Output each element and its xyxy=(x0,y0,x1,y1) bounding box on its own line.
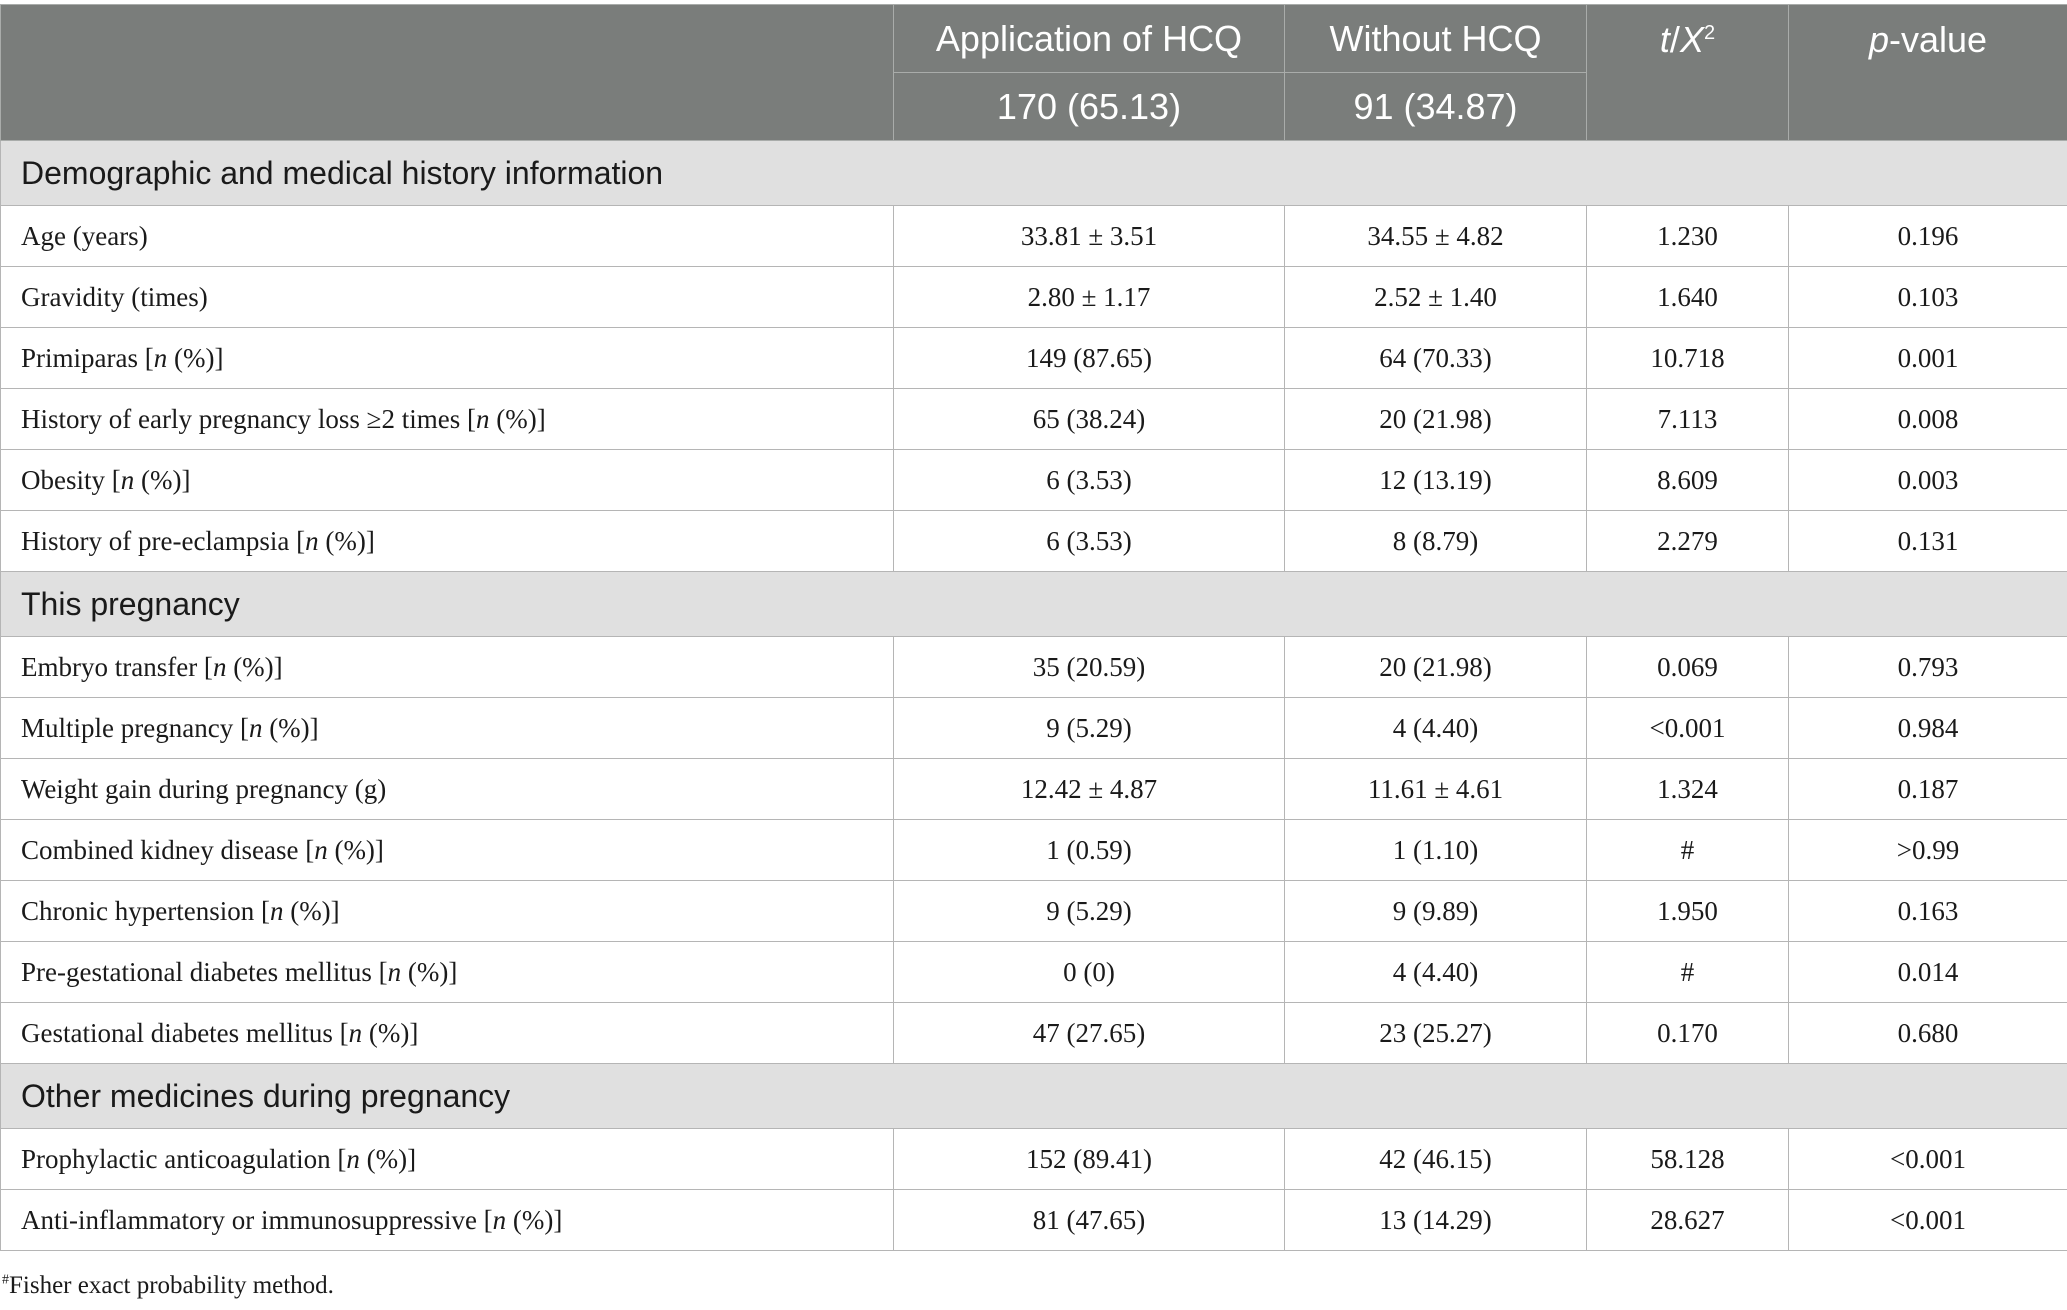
footnote xyxy=(2,1272,334,1300)
row-label-tail: (%)] xyxy=(318,525,375,556)
row-label-text: Weight gain during pregnancy (g) xyxy=(21,773,387,804)
header-row-1 xyxy=(1,5,2067,73)
row-label xyxy=(1,511,894,572)
row-label-text: Obesity [ xyxy=(21,464,121,495)
row-label-n: n xyxy=(120,464,135,495)
row-label-text: Age (years) xyxy=(21,220,148,251)
row-label xyxy=(1,206,894,267)
section-row xyxy=(1,1064,2067,1129)
row-label-text: History of pre-eclampsia [ xyxy=(21,525,306,556)
cell-statistic: 1.230 xyxy=(1587,206,1789,267)
table-row xyxy=(1,1129,2067,1190)
table-row xyxy=(1,759,2067,820)
row-label-tail: (%)] xyxy=(506,1204,563,1235)
row-label-tail: (%)] xyxy=(359,1143,417,1174)
row-label-n: n xyxy=(475,403,490,434)
cell-hcq: 47 (27.65) xyxy=(894,1003,1285,1064)
cell-hcq: 12.42 ± 4.87 xyxy=(894,759,1285,820)
row-label-n: n xyxy=(346,1143,360,1174)
cell-statistic: 8.609 xyxy=(1587,450,1789,511)
table-row xyxy=(1,206,2067,267)
row-label xyxy=(1,328,894,389)
cell-hcq: 6 (3.53) xyxy=(894,511,1285,572)
row-label-text: History of early pregnancy loss ≥2 times [ xyxy=(21,403,476,434)
row-label xyxy=(1,881,894,942)
cell-statistic: # xyxy=(1587,820,1789,881)
cell-statistic: 2.279 xyxy=(1587,511,1789,572)
row-label-text: Combined kidney disease [ xyxy=(21,834,315,865)
cell-hcq: 35 (20.59) xyxy=(894,637,1285,698)
footnote-text: Fisher exact probability method. xyxy=(9,1272,334,1299)
cell-without-hcq: 64 (70.33) xyxy=(1285,328,1587,389)
cell-hcq: 152 (89.41) xyxy=(894,1129,1285,1190)
cell-without-hcq: 13 (14.29) xyxy=(1285,1190,1587,1251)
cell-without-hcq: 4 (4.40) xyxy=(1285,942,1587,1003)
row-label-text: Pre-gestational diabetes mellitus [ xyxy=(21,956,388,987)
section-row xyxy=(1,141,2067,206)
row-label xyxy=(1,1003,894,1064)
row-label-text: Embryo transfer [ xyxy=(21,651,213,682)
row-label xyxy=(1,1129,894,1190)
header-statistic xyxy=(1587,5,1789,141)
header-p-rest: -value xyxy=(1888,19,1988,60)
header-group1-label: Application of HCQ xyxy=(894,5,1285,73)
row-label-tail: (%)] xyxy=(489,403,546,434)
cell-hcq: 33.81 ± 3.51 xyxy=(894,206,1285,267)
section-title: Demographic and medical history information xyxy=(1,141,2067,206)
table-row xyxy=(1,1190,2067,1251)
table-row xyxy=(1,267,2067,328)
cell-without-hcq: 42 (46.15) xyxy=(1285,1129,1587,1190)
row-label-tail: (%)] xyxy=(283,895,340,926)
table-row xyxy=(1,450,2067,511)
row-label-n: n xyxy=(492,1204,507,1235)
row-label-n: n xyxy=(212,651,227,682)
cell-hcq: 6 (3.53) xyxy=(894,450,1285,511)
table-row xyxy=(1,698,2067,759)
table-row xyxy=(1,942,2067,1003)
row-label-text: Prophylactic anticoagulation [ xyxy=(21,1143,347,1174)
cell-p-value: 0.008 xyxy=(1789,389,2067,450)
row-label-n: n xyxy=(305,525,319,556)
cell-statistic: 0.069 xyxy=(1587,637,1789,698)
row-label xyxy=(1,942,894,1003)
cell-hcq: 9 (5.29) xyxy=(894,698,1285,759)
cell-hcq: 0 (0) xyxy=(894,942,1285,1003)
cell-without-hcq: 11.61 ± 4.61 xyxy=(1285,759,1587,820)
cell-p-value: 0.014 xyxy=(1789,942,2067,1003)
row-label-n: n xyxy=(248,712,263,743)
cell-without-hcq: 20 (21.98) xyxy=(1285,389,1587,450)
cell-statistic: 28.627 xyxy=(1587,1190,1789,1251)
header-group1-count: 170 (65.13) xyxy=(894,73,1285,141)
row-label-tail: (%)] xyxy=(401,956,458,987)
cell-p-value: 0.187 xyxy=(1789,759,2067,820)
table-container xyxy=(0,4,2067,1251)
table-row xyxy=(1,389,2067,450)
row-label-text: Anti-inflammatory or immunosuppressive [ xyxy=(21,1204,493,1235)
table-body xyxy=(1,141,2067,1251)
cell-without-hcq: 23 (25.27) xyxy=(1285,1003,1587,1064)
cell-p-value: 0.131 xyxy=(1789,511,2067,572)
cell-p-value: 0.003 xyxy=(1789,450,2067,511)
row-label-tail: (%)] xyxy=(134,464,191,495)
section-row xyxy=(1,572,2067,637)
cell-without-hcq: 20 (21.98) xyxy=(1285,637,1587,698)
row-label-n: n xyxy=(348,1017,363,1048)
cell-p-value: >0.99 xyxy=(1789,820,2067,881)
cell-hcq: 1 (0.59) xyxy=(894,820,1285,881)
header-stat-t: t xyxy=(1659,19,1670,60)
cell-hcq: 149 (87.65) xyxy=(894,328,1285,389)
row-label-tail: (%)] xyxy=(226,651,283,682)
table-row xyxy=(1,820,2067,881)
row-label xyxy=(1,820,894,881)
header-stat-sup: 2 xyxy=(1703,22,1716,44)
row-label xyxy=(1,450,894,511)
cell-without-hcq: 8 (8.79) xyxy=(1285,511,1587,572)
cell-statistic: 0.170 xyxy=(1587,1003,1789,1064)
cell-statistic: 58.128 xyxy=(1587,1129,1789,1190)
cell-statistic: 1.950 xyxy=(1587,881,1789,942)
cell-statistic: 7.113 xyxy=(1587,389,1789,450)
cell-statistic: <0.001 xyxy=(1587,698,1789,759)
cell-p-value: 0.680 xyxy=(1789,1003,2067,1064)
row-label-tail: (%)] xyxy=(327,834,384,865)
cell-p-value: 0.984 xyxy=(1789,698,2067,759)
cell-statistic: 10.718 xyxy=(1587,328,1789,389)
header-p-italic: p xyxy=(1868,19,1889,60)
cell-without-hcq: 9 (9.89) xyxy=(1285,881,1587,942)
row-label-text: Chronic hypertension [ xyxy=(21,895,270,926)
cell-statistic: 1.640 xyxy=(1587,267,1789,328)
cell-p-value: 0.163 xyxy=(1789,881,2067,942)
header-stat-x: X xyxy=(1679,19,1704,60)
row-label xyxy=(1,267,894,328)
section-title: This pregnancy xyxy=(1,572,2067,637)
cell-hcq: 2.80 ± 1.17 xyxy=(894,267,1285,328)
cell-without-hcq: 12 (13.19) xyxy=(1285,450,1587,511)
cell-hcq: 65 (38.24) xyxy=(894,389,1285,450)
cell-without-hcq: 2.52 ± 1.40 xyxy=(1285,267,1587,328)
table-row xyxy=(1,637,2067,698)
row-label xyxy=(1,389,894,450)
cell-p-value: <0.001 xyxy=(1789,1190,2067,1251)
cell-statistic: # xyxy=(1587,942,1789,1003)
cell-p-value: 0.793 xyxy=(1789,637,2067,698)
row-label-text: Multiple pregnancy [ xyxy=(21,712,249,743)
row-label-tail: (%)] xyxy=(167,342,224,373)
cell-hcq: 9 (5.29) xyxy=(894,881,1285,942)
row-label-text: Primiparas [ xyxy=(21,342,154,373)
cell-hcq: 81 (47.65) xyxy=(894,1190,1285,1251)
table-row xyxy=(1,328,2067,389)
row-label xyxy=(1,1190,894,1251)
row-label xyxy=(1,759,894,820)
baseline-characteristics-table xyxy=(0,4,2067,1251)
header-group2-label: Without HCQ xyxy=(1285,5,1587,73)
cell-p-value: 0.196 xyxy=(1789,206,2067,267)
cell-statistic: 1.324 xyxy=(1587,759,1789,820)
header-group2-count: 91 (34.87) xyxy=(1285,73,1587,141)
cell-p-value: <0.001 xyxy=(1789,1129,2067,1190)
row-label-tail: (%)] xyxy=(362,1017,419,1048)
row-label xyxy=(1,698,894,759)
row-label-text: Gravidity (times) xyxy=(21,281,208,312)
table-header xyxy=(1,5,2067,141)
row-label-text: Gestational diabetes mellitus [ xyxy=(21,1017,349,1048)
cell-without-hcq: 34.55 ± 4.82 xyxy=(1285,206,1587,267)
row-label-n: n xyxy=(153,342,168,373)
row-label xyxy=(1,637,894,698)
header-variable-cell xyxy=(1,5,894,141)
section-title: Other medicines during pregnancy xyxy=(1,1064,2067,1129)
row-label-n: n xyxy=(387,956,402,987)
cell-without-hcq: 1 (1.10) xyxy=(1285,820,1587,881)
row-label-tail: (%)] xyxy=(262,712,319,743)
row-label-n: n xyxy=(314,834,328,865)
table-row xyxy=(1,511,2067,572)
header-p-value xyxy=(1789,5,2067,141)
footnote-mark: # xyxy=(2,1272,9,1288)
cell-without-hcq: 4 (4.40) xyxy=(1285,698,1587,759)
table-row xyxy=(1,1003,2067,1064)
row-label-n: n xyxy=(269,895,284,926)
table-row xyxy=(1,881,2067,942)
header-stat-sep: / xyxy=(1669,19,1680,60)
cell-p-value: 0.103 xyxy=(1789,267,2067,328)
cell-p-value: 0.001 xyxy=(1789,328,2067,389)
